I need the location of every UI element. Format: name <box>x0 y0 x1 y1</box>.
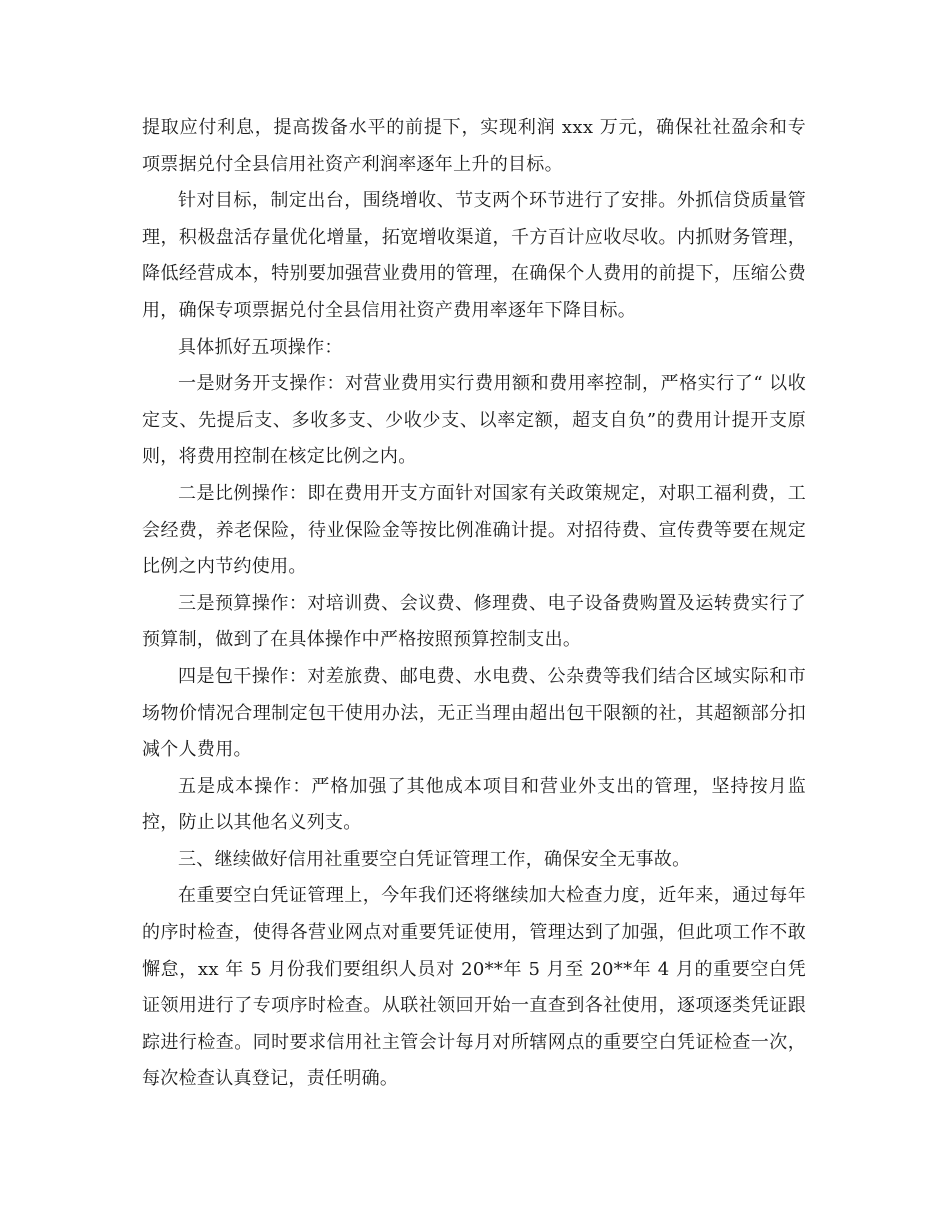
paragraph-operation-4-contracting: 四是包干操作：对差旅费、邮电费、水电费、公杂费等我们结合区域实际和市场物价情况合理制定包干使用办法，无正当理由超出包干限额的社，其超额部分扣减个人费用。 <box>142 665 806 761</box>
paragraph-operation-2-ratio: 二是比例操作：即在费用开支方面针对国家有关政策规定，对职工福利费，工会经费，养老保险，待业保险金等按比例准确计提。对招待费、宣传费等要在规定比例之内节约使用。 <box>142 482 806 578</box>
paragraph-revenue-expense-plan: 针对目标，制定出台，围绕增收、节支两个环节进行了安排。外抓信贷质量管理，积极盘活存量优化增量，拓宽增收渠道，千方百计应收尽收。内抓财务管理，降低经营成本，特别要加强营业费用的管理，在确保个人费用的前提下，压缩公费用，确保专项票据兑付全县信用社资产费用率逐年下降目标。 <box>142 190 806 321</box>
paragraph-five-operations-heading: 具体抓好五项操作： <box>178 336 343 358</box>
paragraph-profit-target: 提取应付利息，提高拨备水平的前提下，实现利润 xxx 万元，确保社社盈余和专项票据兑付全县信用社资产利润率逐年上升的目标。 <box>142 117 806 175</box>
paragraph-operation-3-budget: 三是预算操作：对培训费、会议费、修理费、电子设备费购置及运转费实行了预算制，做到了在具体操作中严格按照预算控制支出。 <box>142 592 806 651</box>
paragraph-voucher-inspection: 在重要空白凭证管理上，今年我们还将继续加大检查力度，近年来，通过每年的序时检查，使得各营业网点对重要凭证使用，管理达到了加强，但此项工作不敢懈怠，xx 年 5 月份我们要组织人员对 20**年 5 月至 20**年 4 月的重要空白凭证领用进行了专项序时检查。从联社领回开始一直查到各社使用，逐项逐类凭证跟踪进行检查。同时要求信用社主管会计每月对所辖网点的重要空白凭证检查一次，每次检查认真登记，责任明确。 <box>142 885 806 1090</box>
paragraph-operation-5-cost: 五是成本操作：严格加强了其他成本项目和营业外支出的管理，坚持按月监控，防止以其他名义列支。 <box>142 775 806 834</box>
section-heading-blank-vouchers: 三、继续做好信用社重要空白凭证管理工作，确保安全无事故。 <box>178 848 691 870</box>
paragraph-operation-1-expenditure: 一是财务开支操作：对营业费用实行费用额和费用率控制，严格实行了“ 以收定支、先提后支、多收多支、少收少支、以率定额，超支自负”的费用计提开支原则，将费用控制在核定比例之内。 <box>142 373 806 468</box>
document-body <box>142 110 806 1098</box>
